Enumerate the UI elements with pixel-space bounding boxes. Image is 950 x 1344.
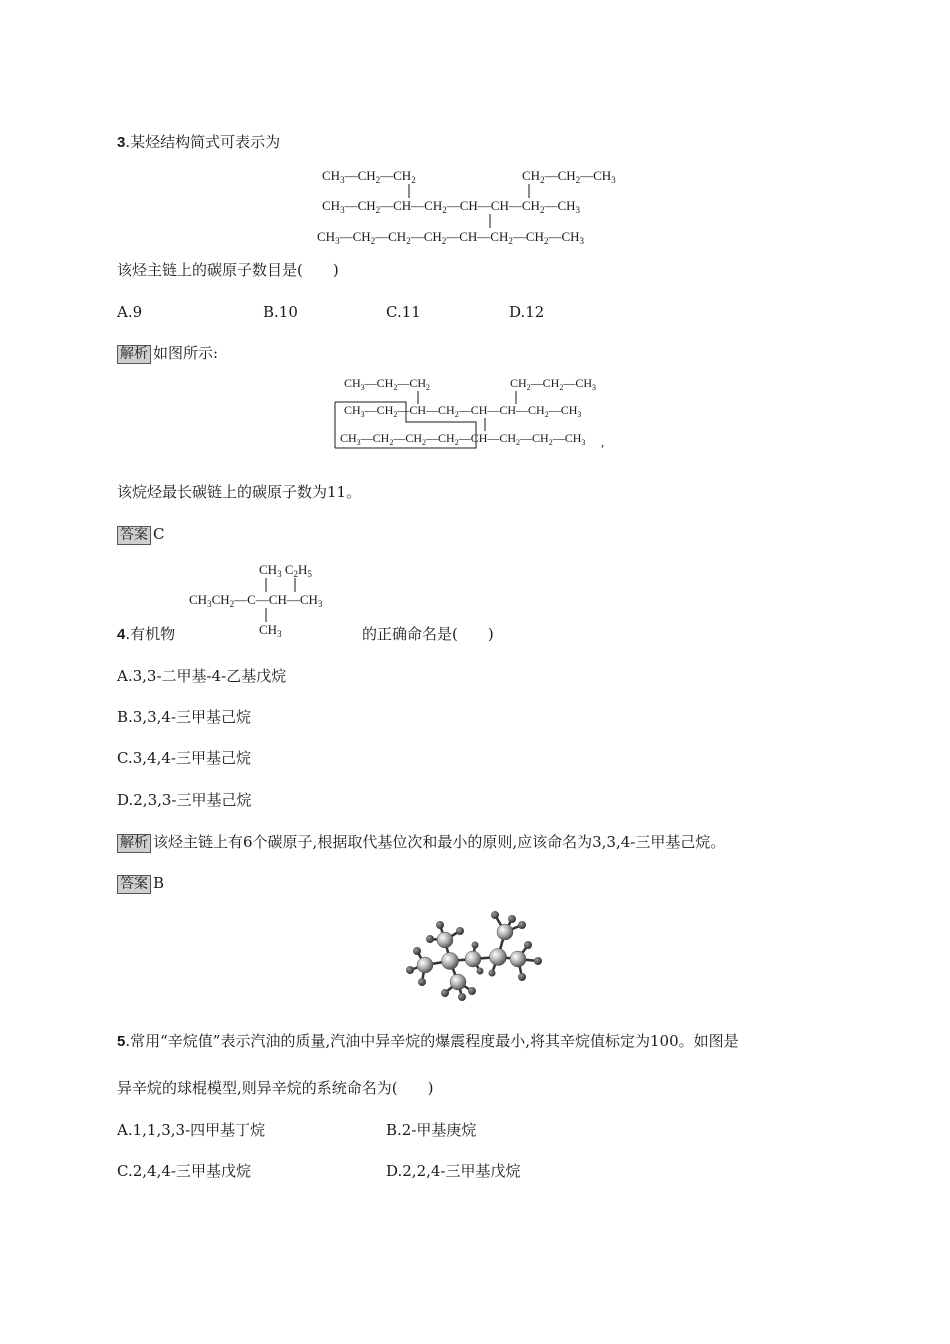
q3-analysis-conclusion: 该烷烃最长碳链上的碳原子数为11。 [117,483,362,501]
q3-answer [117,524,164,545]
q3-option-a[interactable]: A.9 [117,303,143,321]
q3-option-d[interactable]: D.12 [509,303,545,321]
svg-text:CH3—CH2—CH2—CH2—CH—CH2—CH2—CH3: $CH_3—CH_2—CH_2—CH_2—CH—CH_2—CH_2—CH_3$ [340,431,586,447]
svg-text:CH2—CH2—CH3: $CH_2—CH_2—CH_3$ [510,376,597,392]
q3-answer-label: 答案 [117,526,151,545]
q3-number: 3 [117,134,126,151]
svg-text:CH3—CH2—CH2: $CH_3—CH_2—CH_2$ [344,376,431,392]
q3-option-c[interactable]: C.11 [386,303,421,321]
q5-stem-line2: 异辛烷的球棍模型,则异辛烷的系统命名为( ) [117,1079,434,1097]
q4-answer-value: B [153,874,165,892]
svg-text:CH3—CH2—CH—CH2—CH—CH—CH2—CH3: $CH_3—CH_2—CH—CH_2—CH—CH—CH_2—CH_3$ [344,403,582,419]
q5-option-a[interactable]: A.1,1,3,3-四甲基丁烷 [117,1121,266,1139]
svg-text:CH3—CH2—CH2: $CH_3—CH_2—CH_2$ [322,168,416,185]
q4-stem: 4.有机物 [117,625,176,643]
svg-text:CH3—CH2—CH—CH2—CH—CH—CH2—CH3: $CH_3—CH_2—CH—CH_2—CH—CH—CH_2—CH_3$ [322,198,580,215]
q3-structural-formula [300,160,660,252]
q4-stem-suffix: 的正确命名是( ) [362,625,494,643]
q4-number: 4 [117,626,126,643]
isooctane-ball-and-stick-model [400,905,550,1005]
q3-question: 该烃主链上的碳原子数目是( ) [117,261,339,279]
q5-option-b[interactable]: B.2-甲基庚烷 [386,1121,477,1139]
svg-text:CH2—CH2—CH3: $CH_2—CH_2—CH_3$ [522,168,616,185]
q4-answer-label: 答案 [117,875,151,894]
q3-stem-text: 某烃结构简式可表示为 [130,133,281,151]
q5-stem-line1: 5.常用“辛烷值”表示汽油的质量,汽油中异辛烷的爆震程度最小,将其辛烷值标定为100。如图是 [117,1032,739,1050]
q5-number: 5 [117,1033,126,1050]
svg-text:CH3: $CH_3$ [259,622,282,639]
q5-option-d[interactable]: D.2,2,4-三甲基戊烷 [386,1162,521,1180]
q4-option-c[interactable]: C.3,4,4-三甲基己烷 [117,749,251,767]
q5-option-c[interactable]: C.2,4,4-三甲基戊烷 [117,1162,251,1180]
q3-analysis-label: 解析 [117,345,151,364]
svg-text:,: , [601,435,604,449]
q4-analysis [117,832,725,853]
svg-text:CH3—CH2—CH2—CH2—CH—CH2—CH2—CH3: $CH_3—CH_2—CH_2—CH_2—CH—CH_2—CH_2—CH_3$ [317,229,584,246]
q4-analysis-label: 解析 [117,834,151,853]
q3-option-b[interactable]: B.10 [263,303,298,321]
q3-answer-value: C [153,525,165,543]
q4-stem-prefix: 有机物 [130,625,176,643]
q3-analysis-diagram [330,372,620,454]
svg-text:CH3 C2H5: $CH_3$ $C_2H_5$ [259,562,312,579]
q4-analysis-text: 该烃主链上有6个碳原子,根据取代基位次和最小的原则,应该命名为3,3,4-三甲基己烷。 [153,833,726,851]
svg-text:CH3CH2—C—CH—CH3: $CH_3CH_2—C—CH—CH_3$ [189,592,323,609]
q4-structural-formula [185,558,365,640]
q3-analysis [117,343,218,364]
q4-option-a[interactable]: A.3,3-二甲基-4-乙基戊烷 [117,667,287,685]
q4-answer [117,873,164,894]
q4-option-d[interactable]: D.2,3,3-三甲基己烷 [117,791,252,809]
q3-analysis-text: 如图所示: [153,344,219,362]
q4-option-b[interactable]: B.3,3,4-三甲基己烷 [117,708,252,726]
q5-stem-text-1: 常用“辛烷值”表示汽油的质量,汽油中异辛烷的爆震程度最小,将其辛烷值标定为100。如图是 [130,1032,739,1050]
q3-stem: 3.某烃结构简式可表示为 [117,133,281,151]
